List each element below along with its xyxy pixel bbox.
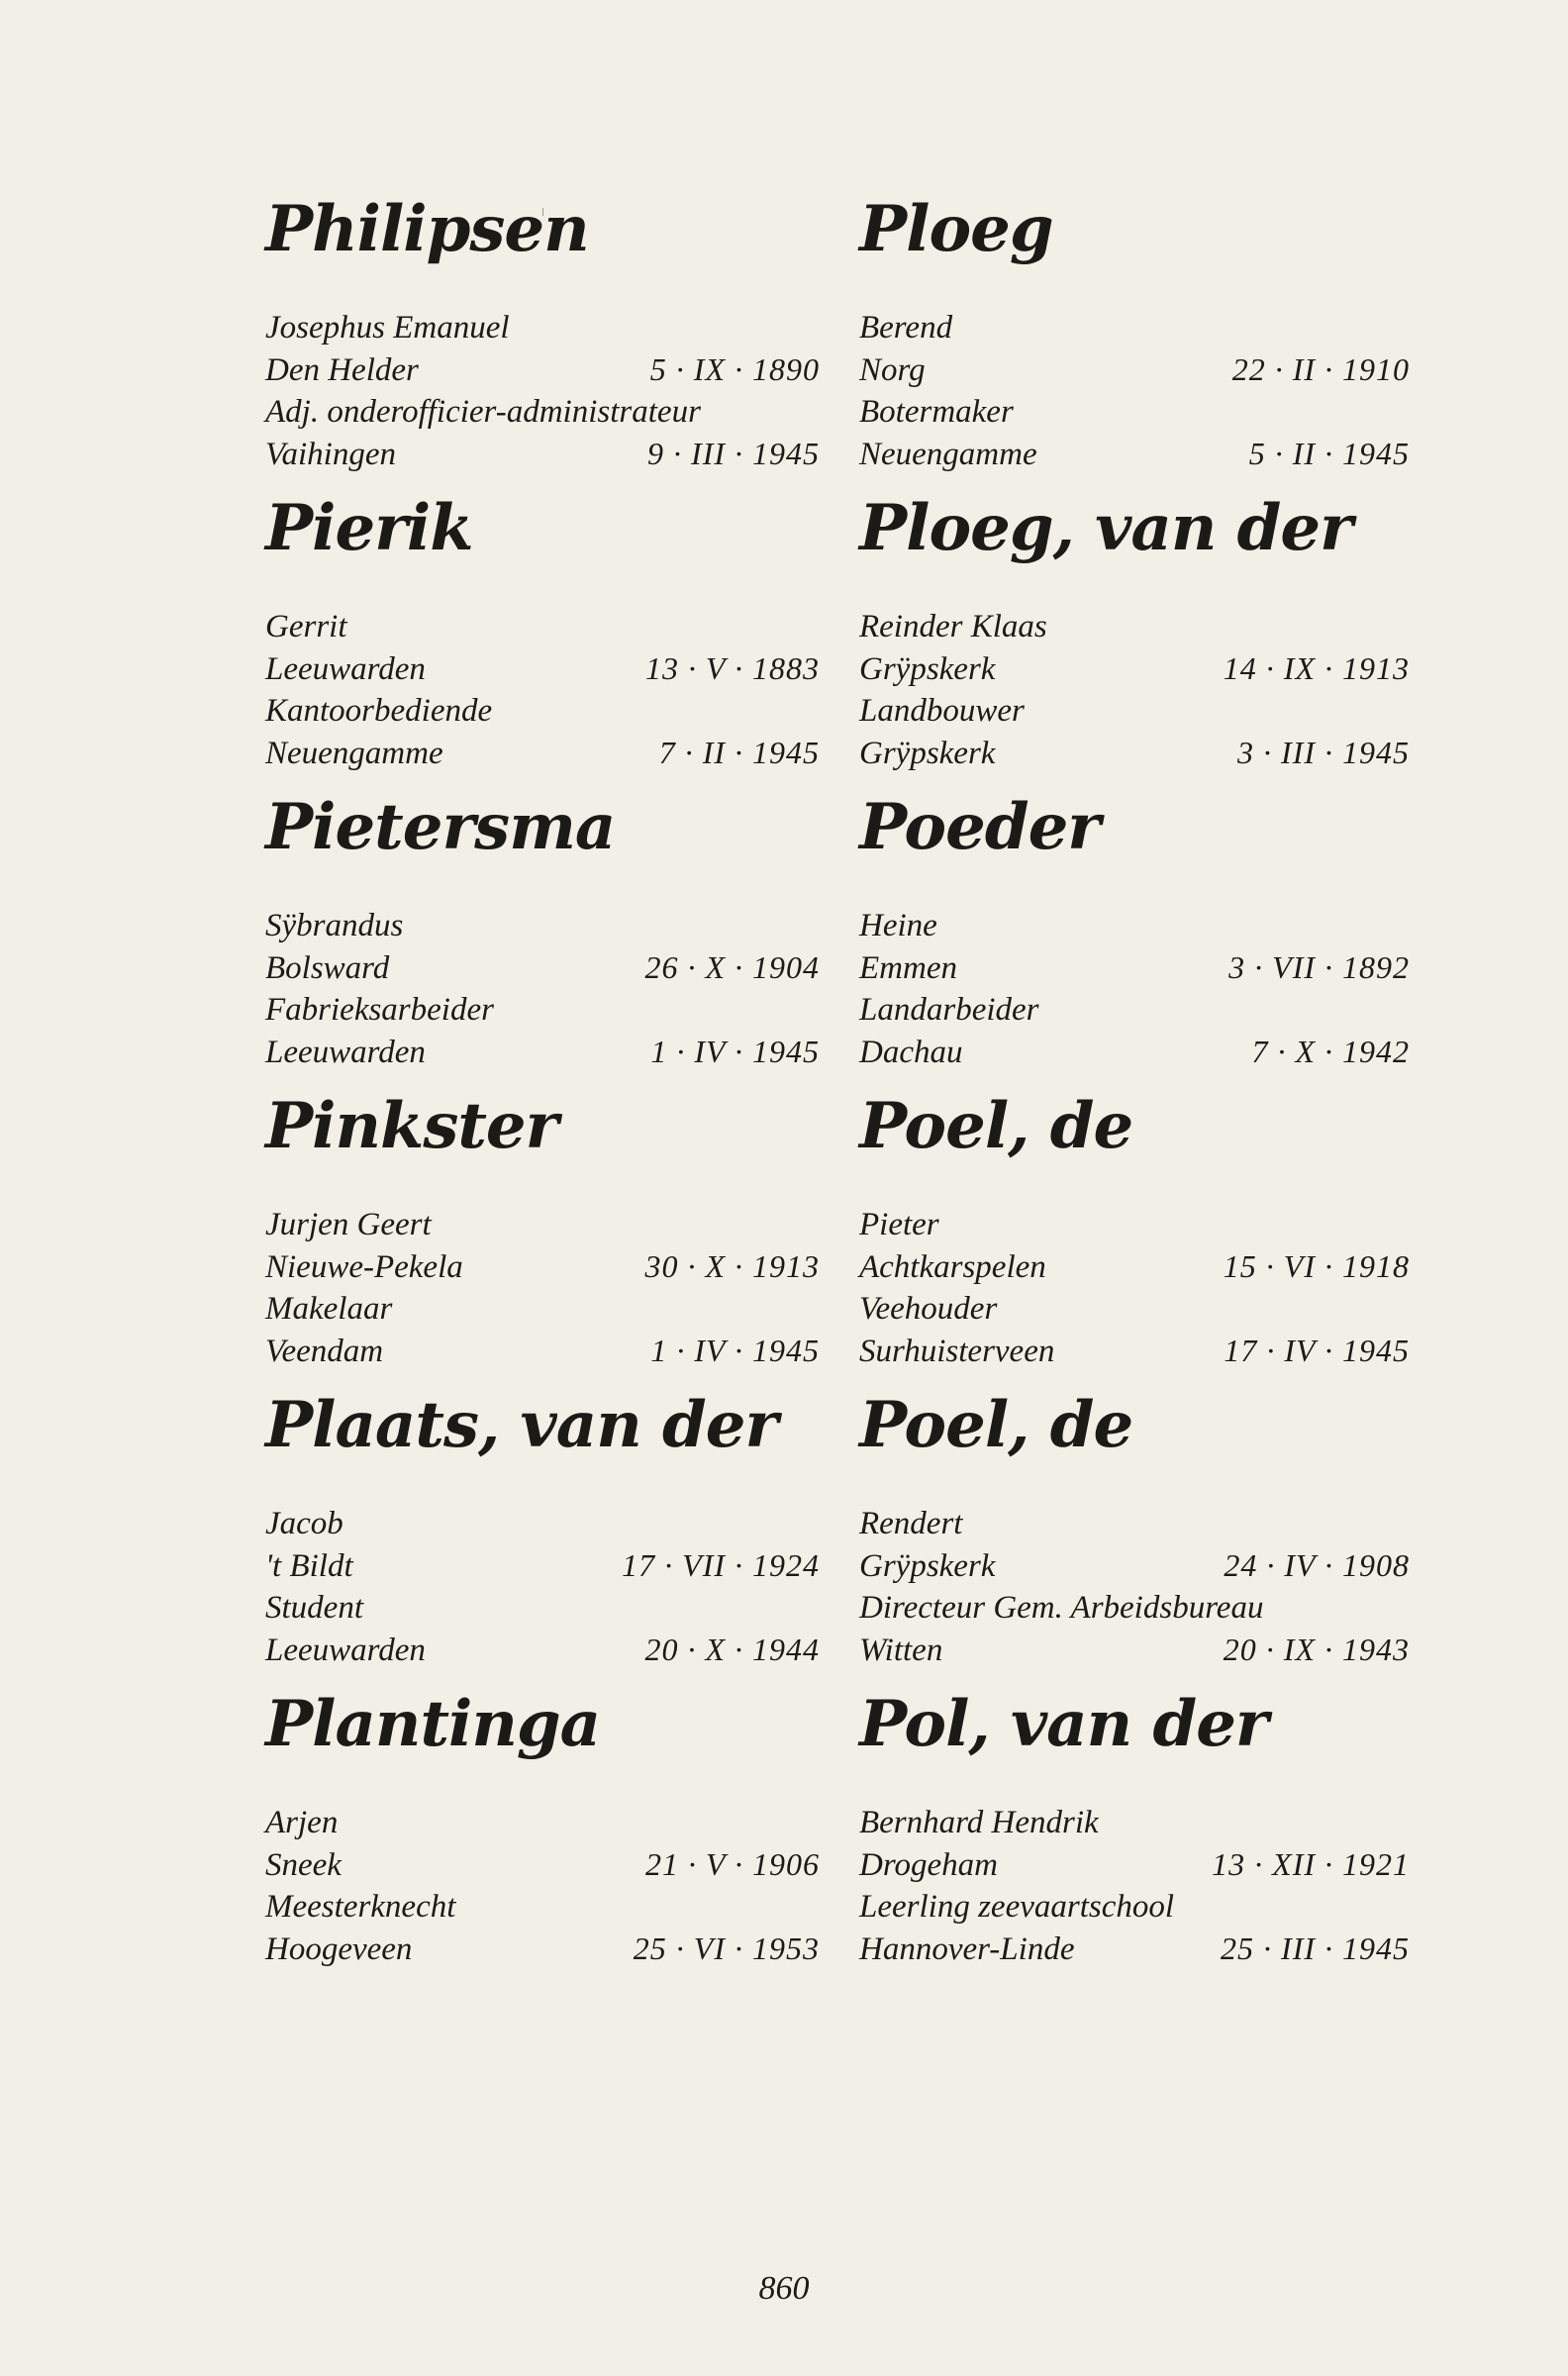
given-names-row bbox=[859, 1204, 1410, 1245]
death-date: 3 · III · 1945 bbox=[1237, 735, 1410, 770]
death-date: 7 · II · 1945 bbox=[658, 735, 820, 770]
birth-row bbox=[265, 946, 820, 989]
birth-place: Norg bbox=[859, 352, 926, 388]
death-row bbox=[265, 1629, 820, 1671]
given-names: Josephus Emanuel bbox=[265, 310, 510, 346]
entry bbox=[265, 1085, 820, 1384]
given-names-row bbox=[265, 1204, 820, 1245]
death-row bbox=[859, 433, 1410, 475]
given-names: Heine bbox=[859, 908, 937, 943]
death-row bbox=[859, 1031, 1410, 1073]
birth-place: 't Bildt bbox=[265, 1548, 353, 1584]
entry bbox=[265, 786, 820, 1085]
given-names: Gerrit bbox=[265, 609, 347, 644]
entry bbox=[859, 1085, 1410, 1384]
death-place: Vaihingen bbox=[265, 437, 396, 472]
death-place: Grÿpskerk bbox=[859, 736, 996, 771]
death-place: Veendam bbox=[265, 1334, 384, 1369]
given-names: Reinder Klaas bbox=[859, 609, 1047, 644]
page-number: 860 bbox=[758, 2270, 810, 2307]
death-place: Leeuwarden bbox=[265, 1633, 426, 1668]
birth-place: Bolsward bbox=[265, 950, 390, 986]
birth-row bbox=[859, 946, 1410, 989]
birth-date: 13 · V · 1883 bbox=[645, 650, 820, 686]
death-row bbox=[859, 1330, 1410, 1372]
occupation: Student bbox=[265, 1590, 363, 1626]
given-names: Jurjen Geert bbox=[265, 1207, 432, 1242]
death-date: 1 · IV · 1945 bbox=[650, 1034, 820, 1069]
birth-place: Grÿpskerk bbox=[859, 1548, 996, 1584]
birth-place: Nieuwe-Pekela bbox=[265, 1249, 463, 1285]
surname: Plantinga bbox=[265, 1687, 601, 1761]
occupation-row bbox=[859, 690, 1410, 732]
death-row bbox=[859, 1928, 1410, 1970]
entry bbox=[859, 786, 1410, 1085]
occupation-row bbox=[265, 989, 820, 1031]
entry bbox=[265, 188, 820, 487]
birth-row bbox=[265, 348, 820, 391]
death-place: Hoogeveen bbox=[265, 1931, 413, 1967]
death-row bbox=[859, 1629, 1410, 1671]
surname: Philipsen bbox=[265, 192, 589, 266]
occupation: Makelaar bbox=[265, 1291, 393, 1327]
birth-place: Leeuwarden bbox=[265, 651, 426, 687]
birth-row bbox=[859, 1843, 1410, 1886]
given-names: Pieter bbox=[859, 1207, 939, 1242]
surname: Poel, de bbox=[859, 1388, 1133, 1462]
death-date: 20 · X · 1944 bbox=[644, 1632, 820, 1667]
birth-date: 26 · X · 1904 bbox=[644, 949, 820, 985]
birth-place: Den Helder bbox=[265, 352, 419, 388]
occupation-row bbox=[265, 1288, 820, 1330]
occupation-row bbox=[265, 1886, 820, 1928]
death-place: Dachau bbox=[859, 1035, 963, 1070]
death-date: 9 · III · 1945 bbox=[647, 436, 820, 471]
occupation-row bbox=[859, 1288, 1410, 1330]
birth-date: 22 · II · 1910 bbox=[1231, 351, 1410, 387]
birth-row bbox=[859, 1245, 1410, 1288]
birth-date: 3 · VII · 1892 bbox=[1228, 949, 1410, 985]
given-names-row bbox=[265, 1802, 820, 1843]
surname: Pierik bbox=[265, 491, 473, 565]
given-names-row bbox=[265, 1503, 820, 1544]
occupation: Meesterknecht bbox=[265, 1889, 456, 1925]
surname: Poel, de bbox=[859, 1089, 1133, 1163]
death-date: 25 · III · 1945 bbox=[1221, 1930, 1410, 1966]
entry bbox=[859, 1683, 1410, 1982]
entry bbox=[859, 487, 1410, 786]
given-names-row bbox=[859, 1503, 1410, 1544]
occupation: Veehouder bbox=[859, 1291, 998, 1327]
death-row bbox=[859, 732, 1410, 774]
surname: Plaats, van der bbox=[265, 1388, 778, 1462]
occupation: Fabrieksarbeider bbox=[265, 992, 494, 1028]
occupation-row bbox=[859, 1886, 1410, 1928]
given-names: Arjen bbox=[265, 1805, 339, 1840]
given-names: Rendert bbox=[859, 1506, 963, 1541]
death-date: 1 · IV · 1945 bbox=[650, 1333, 820, 1368]
death-date: 25 · VI · 1953 bbox=[633, 1930, 820, 1966]
right-column bbox=[859, 188, 1410, 1982]
occupation-row bbox=[859, 989, 1410, 1031]
birth-date: 24 · IV · 1908 bbox=[1224, 1547, 1410, 1583]
occupation: Landbouwer bbox=[859, 693, 1025, 729]
birth-row bbox=[265, 1544, 820, 1587]
birth-place: Grÿpskerk bbox=[859, 651, 996, 687]
occupation-row bbox=[265, 1587, 820, 1629]
birth-place: Emmen bbox=[859, 950, 957, 986]
surname: Ploeg bbox=[859, 192, 1053, 266]
surname: Ploeg, van der bbox=[859, 491, 1352, 565]
birth-row bbox=[859, 1544, 1410, 1587]
death-date: 7 · X · 1942 bbox=[1251, 1034, 1410, 1069]
occupation-row bbox=[265, 690, 820, 732]
death-row bbox=[265, 1928, 820, 1970]
death-date: 17 · IV · 1945 bbox=[1224, 1333, 1410, 1368]
birth-row bbox=[265, 647, 820, 690]
birth-row bbox=[859, 647, 1410, 690]
entry bbox=[859, 188, 1410, 487]
given-names-row bbox=[859, 905, 1410, 946]
birth-date: 30 · X · 1913 bbox=[644, 1248, 820, 1284]
death-row bbox=[265, 433, 820, 475]
death-place: Neuengamme bbox=[859, 437, 1037, 472]
death-place: Surhuisterveen bbox=[859, 1334, 1055, 1369]
given-names-row bbox=[265, 307, 820, 348]
occupation-row bbox=[859, 391, 1410, 433]
death-place: Witten bbox=[859, 1633, 943, 1668]
birth-row bbox=[265, 1843, 820, 1886]
birth-place: Sneek bbox=[265, 1847, 342, 1883]
birth-date: 14 · IX · 1913 bbox=[1223, 650, 1410, 686]
surname: Poeder bbox=[859, 790, 1100, 864]
given-names: Sÿbrandus bbox=[265, 908, 404, 943]
birth-row bbox=[265, 1245, 820, 1288]
occupation: Landarbeider bbox=[859, 992, 1039, 1028]
given-names: Jacob bbox=[265, 1506, 343, 1541]
death-place: Hannover-Linde bbox=[859, 1931, 1075, 1967]
entry bbox=[265, 1683, 820, 1982]
death-place: Neuengamme bbox=[265, 736, 443, 771]
birth-place: Achtkarspelen bbox=[859, 1249, 1046, 1285]
surname: Pol, van der bbox=[859, 1687, 1268, 1761]
birth-date: 5 · IX · 1890 bbox=[649, 351, 820, 387]
birth-date: 13 · XII · 1921 bbox=[1212, 1846, 1410, 1882]
given-names-row bbox=[859, 606, 1410, 647]
given-names-row bbox=[265, 905, 820, 946]
given-names-row bbox=[859, 1802, 1410, 1843]
birth-date: 15 · VI · 1918 bbox=[1223, 1248, 1410, 1284]
birth-place: Drogeham bbox=[859, 1847, 998, 1883]
occupation-row bbox=[265, 391, 820, 433]
death-row bbox=[265, 1330, 820, 1372]
death-row bbox=[265, 1031, 820, 1073]
entry bbox=[265, 487, 820, 786]
given-names-row bbox=[265, 606, 820, 647]
given-names: Bernhard Hendrik bbox=[859, 1805, 1099, 1840]
occupation: Directeur Gem. Arbeidsbureau bbox=[859, 1590, 1264, 1626]
entry bbox=[859, 1384, 1410, 1683]
birth-date: 17 · VII · 1924 bbox=[622, 1547, 820, 1583]
occupation: Botermaker bbox=[859, 394, 1014, 430]
birth-row bbox=[859, 348, 1410, 391]
occupation: Kantoorbediende bbox=[265, 693, 493, 729]
death-date: 5 · II · 1945 bbox=[1248, 436, 1410, 471]
occupation: Adj. onderofficier-administrateur bbox=[265, 394, 701, 430]
death-place: Leeuwarden bbox=[265, 1035, 426, 1070]
occupation-row bbox=[859, 1587, 1410, 1629]
death-row bbox=[265, 732, 820, 774]
left-column bbox=[265, 188, 820, 1982]
given-names-row bbox=[859, 307, 1410, 348]
death-date: 20 · IX · 1943 bbox=[1223, 1632, 1410, 1667]
surname: Pietersma bbox=[265, 790, 616, 864]
surname: Pinkster bbox=[265, 1089, 558, 1163]
entry bbox=[265, 1384, 820, 1683]
birth-date: 21 · V · 1906 bbox=[645, 1846, 820, 1882]
occupation: Leerling zeevaartschool bbox=[859, 1889, 1175, 1925]
given-names: Berend bbox=[859, 310, 953, 346]
